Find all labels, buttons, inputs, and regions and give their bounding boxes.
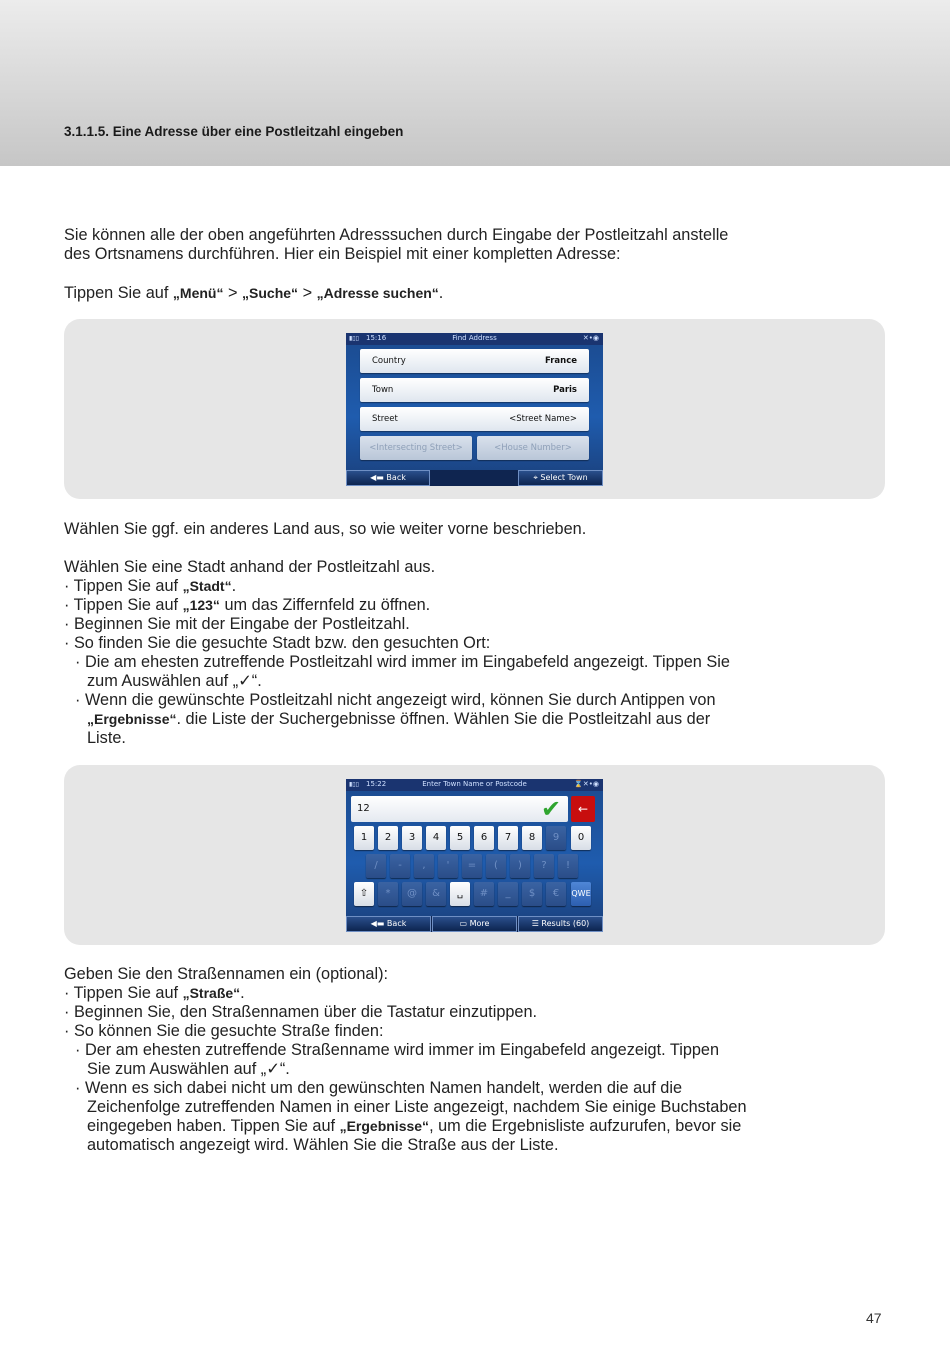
p3-line-4: · Beginnen Sie mit der Eingabe der Postleitzahl. — [64, 615, 410, 633]
p4-l2-a: · Tippen Sie auf — [64, 984, 183, 1002]
key-1[interactable]: 1 — [354, 826, 374, 850]
space-key[interactable] — [450, 882, 470, 906]
back-arrow-icon: ◀▬ — [370, 919, 387, 928]
p4-line-10: automatisch angezeigt wird. Wählen Sie die Straße aus der Liste. — [87, 1136, 559, 1154]
key-9[interactable]: 9 — [546, 826, 566, 850]
p4-l9-c: , um die Ergebnisliste aufzurufen, bevor sie — [429, 1117, 742, 1135]
key-comma[interactable]: , — [414, 854, 434, 878]
list-icon: ☰ — [531, 919, 542, 928]
p4-line-2 — [64, 984, 894, 1003]
device-screen-enter-postcode — [346, 779, 603, 932]
key-6[interactable]: 6 — [474, 826, 494, 850]
more-button[interactable] — [432, 916, 517, 932]
p4-line-8: Zeichenfolge zutreffenden Namen in einer Liste angezeigt, nachdem Sie einige Buchstaben — [87, 1098, 747, 1116]
key-ampersand[interactable]: & — [426, 882, 446, 906]
country-value: France — [544, 356, 577, 366]
key-3[interactable]: 3 — [402, 826, 422, 850]
key-paren-open[interactable]: ( — [486, 854, 506, 878]
screen-title: Enter Town Name or Postcode — [422, 780, 527, 788]
p3-l2-a: · Tippen Sie auf — [64, 577, 183, 595]
key-paren-close[interactable]: ) — [510, 854, 530, 878]
qwe-key[interactable]: QWE — [571, 882, 591, 906]
key-apostrophe[interactable]: ' — [438, 854, 458, 878]
more-label: More — [469, 919, 490, 928]
intersecting-street-field[interactable] — [360, 436, 472, 460]
intro-line-2: des Ortsnamens durchführen. Hier ein Beispiel mit einer kompletten Adresse: — [64, 245, 621, 263]
p3-line-2 — [64, 577, 894, 596]
key-underscore[interactable]: _ — [498, 882, 518, 906]
p3-l9-b: . die Liste der Suchergebnisse öffnen. Wählen Sie die Postleitzahl aus der — [176, 710, 711, 728]
p4-line-3: · Beginnen Sie, den Straßennamen über die Tastatur einzutippen. — [64, 1003, 538, 1021]
p3-line-1: Wählen Sie eine Stadt anhand der Postleitzahl aus. — [64, 558, 436, 576]
select-town-label: Select Town — [540, 473, 588, 482]
p4-line-5: · Der am ehesten zutreffende Straßenname wird immer im Eingabefeld angezeigt. Tippen — [75, 1041, 720, 1059]
paragraph-street — [64, 965, 894, 1155]
intro-paragraph — [64, 226, 894, 264]
status-bar — [346, 779, 603, 791]
country-field[interactable] — [360, 349, 589, 373]
key-euro[interactable]: € — [546, 882, 566, 906]
key-7[interactable]: 7 — [498, 826, 518, 850]
results-label: Results (60) — [541, 919, 590, 928]
key-2[interactable]: 2 — [378, 826, 398, 850]
intro-tap-instruction — [64, 284, 894, 303]
paragraph-country: Wählen Sie ggf. ein anderes Land aus, so wie weiter vorne beschrieben. — [64, 520, 587, 538]
p4-l2-c: . — [240, 984, 245, 1002]
p4-line-7: · Wenn es sich dabei nicht um den gewünschten Namen handelt, werden die auf die — [75, 1079, 683, 1097]
backspace-icon: ← — [577, 802, 589, 816]
space-icon: ␣ — [456, 888, 464, 899]
street-field[interactable] — [360, 407, 589, 431]
postcode-input[interactable] — [351, 796, 568, 822]
key-8[interactable]: 8 — [522, 826, 542, 850]
p3-l3-b: „123“ — [182, 597, 220, 613]
p3-line-5: · So finden Sie die gesuchte Stadt bzw. den gesuchten Ort: — [64, 634, 491, 652]
status-icons: ✕•◉ — [582, 334, 599, 342]
key-exclamation[interactable]: ! — [558, 854, 578, 878]
paragraph-postcode — [64, 558, 894, 748]
tap-prefix: Tippen Sie auf — [64, 284, 173, 302]
shift-key[interactable] — [354, 882, 374, 906]
device-screen-find-address — [346, 333, 603, 486]
p3-line-3 — [64, 596, 894, 615]
back-arrow-icon: ◀▬ — [370, 473, 387, 482]
street-value: <Street Name> — [509, 414, 577, 424]
p3-l2-c: . — [231, 577, 237, 595]
key-question[interactable]: ? — [534, 854, 554, 878]
key-equals[interactable]: = — [462, 854, 482, 878]
tap-end: . — [438, 284, 444, 302]
postcode-input-value: 12 — [357, 803, 370, 814]
status-time: 15:16 — [366, 334, 387, 342]
p3-line-10: Liste. — [87, 729, 126, 747]
key-asterisk[interactable]: * — [378, 882, 398, 906]
page-header — [0, 0, 950, 166]
p3-line-7: zum Auswählen auf „✓“. — [87, 672, 262, 690]
p3-line-9 — [64, 710, 894, 729]
page-number: 47 — [866, 1310, 882, 1326]
tap-menu: „Menü“ — [172, 285, 224, 301]
figure-find-address — [64, 319, 885, 499]
screen-title: Find Address — [452, 334, 497, 342]
tap-sep-2: > — [298, 284, 317, 302]
street-label: Street — [372, 414, 398, 424]
back-label: Back — [386, 473, 406, 482]
house-number-field[interactable] — [477, 436, 589, 460]
key-dollar[interactable]: $ — [522, 882, 542, 906]
p3-l3-a: · Tippen Sie auf — [64, 596, 183, 614]
town-label: Town — [372, 385, 394, 395]
key-hash[interactable]: # — [474, 882, 494, 906]
intersecting-street-label: <Intersecting Street> — [369, 443, 463, 453]
key-0[interactable]: 0 — [571, 826, 591, 850]
section-title: 3.1.1.5. Eine Adresse über eine Postleitzahl eingeben — [64, 124, 404, 139]
house-number-label: <House Number> — [494, 443, 572, 453]
key-5[interactable]: 5 — [450, 826, 470, 850]
intro-line-1: Sie können alle der oben angeführten Adresssuchen durch Eingabe der Postleitzahl anstelle — [64, 226, 729, 244]
p4-line-4: · So können Sie die gesuchte Straße finden: — [64, 1022, 384, 1040]
p3-l2-b: „Stadt“ — [182, 578, 232, 594]
p4-line-9 — [64, 1117, 894, 1136]
tap-sep-1: > — [223, 284, 243, 302]
country-label: Country — [372, 356, 406, 366]
more-icon: ▭ — [459, 919, 470, 928]
checkmark-icon[interactable]: ✔ — [541, 795, 562, 823]
backspace-button[interactable] — [571, 796, 595, 822]
results-button[interactable] — [518, 916, 603, 932]
back-label: Back — [386, 919, 407, 928]
tap-address: „Adresse suchen“ — [316, 285, 439, 301]
p3-l9-a: „Ergebnisse“ — [87, 711, 177, 727]
signal-icon: ▮▯▯ — [349, 781, 359, 788]
status-bar — [346, 333, 603, 345]
select-town-button[interactable] — [518, 470, 603, 486]
p4-l9-a: eingegeben haben. Tippen Sie auf — [87, 1117, 340, 1135]
p4-l2-b: „Straße“ — [182, 985, 241, 1001]
town-value: Paris — [553, 385, 577, 395]
back-button[interactable] — [346, 470, 430, 486]
back-button[interactable] — [346, 916, 431, 932]
p3-l3-c: um das Ziffernfeld zu öffnen. — [219, 596, 431, 614]
status-time: 15:22 — [366, 780, 387, 788]
figure-enter-postcode — [64, 765, 885, 945]
p3-line-6: · Die am ehesten zutreffende Postleitzahl wird immer im Eingabefeld angezeigt. Tippen Sie — [75, 653, 730, 671]
status-icons: ⌛✕•◉ — [574, 780, 599, 788]
p4-line-6: Sie zum Auswählen auf „✓“. — [87, 1060, 290, 1078]
key-4[interactable]: 4 — [426, 826, 446, 850]
signal-icon: ▮▯▯ — [349, 335, 359, 342]
town-field[interactable] — [360, 378, 589, 402]
tap-search: „Suche“ — [242, 285, 299, 301]
p4-l9-b: „Ergebnisse“ — [339, 1118, 430, 1134]
crosshair-icon: ⌖ — [533, 473, 541, 482]
p4-line-1: Geben Sie den Straßennamen ein (optional): — [64, 965, 389, 983]
shift-icon: ⇧ — [359, 888, 369, 899]
key-minus[interactable]: - — [390, 854, 410, 878]
key-at[interactable]: @ — [402, 882, 422, 906]
p3-line-8: · Wenn die gewünschte Postleitzahl nicht angezeigt wird, können Sie durch Antippen von — [75, 691, 716, 709]
key-slash[interactable]: / — [366, 854, 386, 878]
